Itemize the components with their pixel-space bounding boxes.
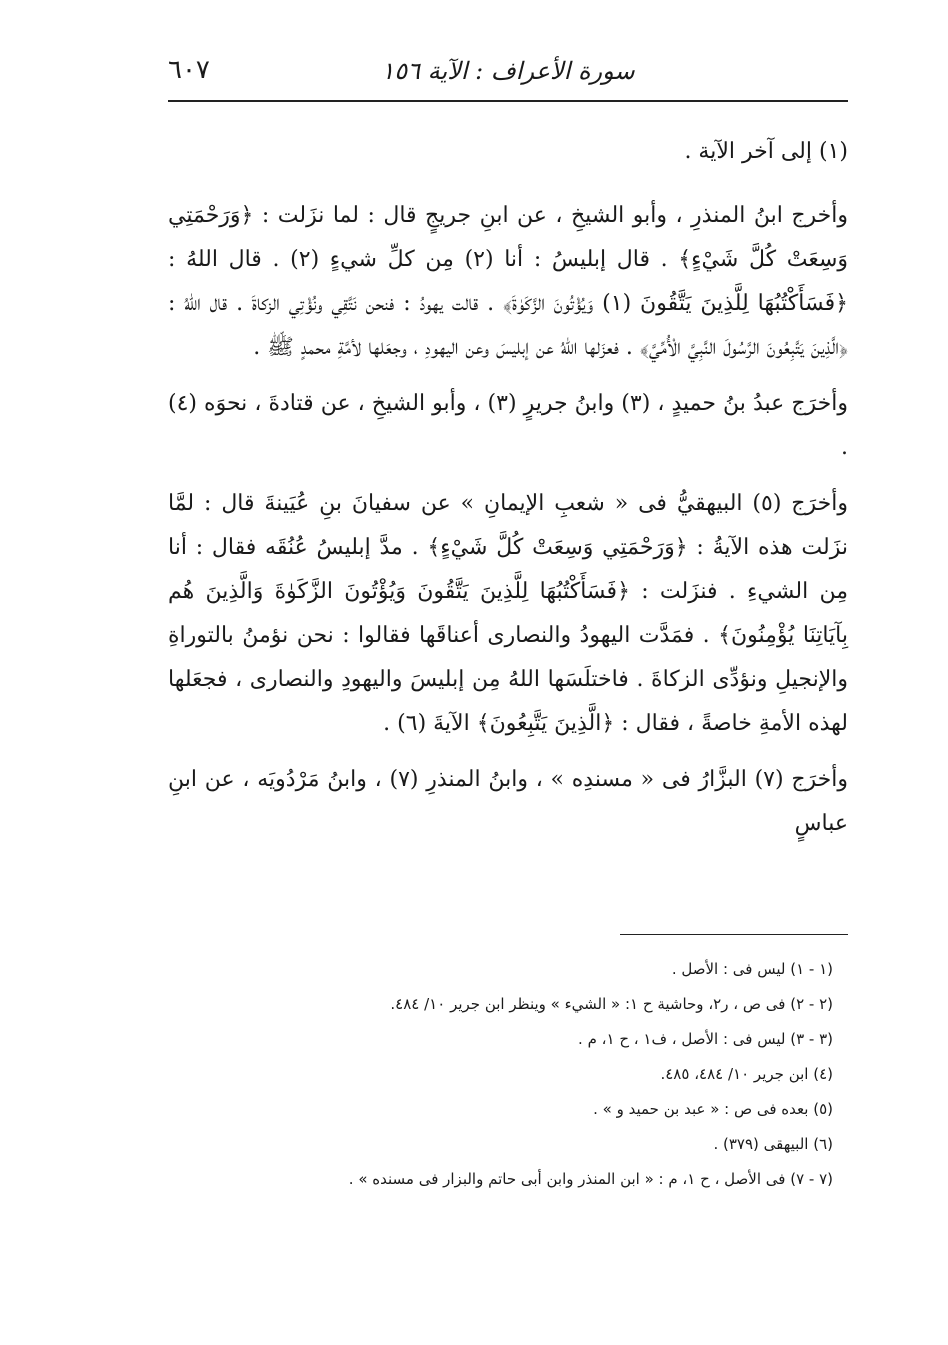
footnotes [168,952,833,1197]
footnote-6: (٦) البيهقى (٣٧٩) . [713,1135,833,1153]
paragraph-4: وأخرَج (٥) البيهقيُّ فى « شعبِ الإيمانِ » عن سفيانَ بنِ عُيَينةَ قال : لمَّا نزَلت هذه الآيةُ : ﴿وَرَحْمَتِي وَسِعَتْ كُلَّ شَيْءٍ﴾ . مدَّ إبليسُ عُنُقَه فقال : أنا مِن الشيءِ . فنزَلت : ﴿فَسَأَكْتُبُهَا لِلَّذِينَ يَتَّقُونَ وَيُؤْتُونَ الزَّكَوٰةَ وَالَّذِينَ هُم بِآيَاتِنَا يُؤْمِنُونَ﴾ . فمَدَّت اليهودُ والنصارى أعناقَها فقالوا : نحن نؤمنُ بالتوراةِ والإنجيلِ ونؤدِّى الزكاةَ . فاختلَسَها اللهُ مِن إبليسَ واليهودِ والنصارى ، فجعَلها لهذه الأمةِ خاصةً ، فقال : ﴿الَّذِينَ يَتَّبِعُونَ﴾ الآيةَ (٦) . [168,491,848,736]
paragraph-5: وأخرَج (٧) البزَّارُ فى « مسندِه » ، وابنُ المنذرِ (٧) ، وابنُ مَرْدُويَه ، عن ابنِ عباسٍ [168,767,848,836]
footnote-3: (٣ - ٣) ليس فى : الأصل ، ف١ ، ح ١، م . [578,1030,833,1048]
paragraph-3: وأخرَج عبدُ بنُ حميدٍ ، (٣) وابنُ جريرٍ (٣) ، وأبو الشيخِ ، عن قتادةَ ، نحوَه (٤) . [168,391,848,460]
main-text [168,130,848,858]
footnote-7: (٧ - ٧) فى الأصل ، ح ١، م : « ابن المنذر وابن أبى حاتم والبزار فى مسنده » . [348,1170,833,1188]
footnote-2: (٢ - ٢) فى ص ، ر٢، وحاشية ح ١: « الشيء » وينظر ابن جرير ١٠/ ٤٨٤. [390,995,833,1013]
paragraph-1: (١) إلى آخر الآية . [684,139,848,164]
footnote-1: (١ - ١) ليس فى : الأصل . [671,960,833,978]
page-number: ٦٠٧ [168,55,210,85]
paragraph-2: وأخرج ابنُ المنذرِ ، وأبو الشيخِ ، عن ابنِ جريجٍ قال : لما نزَلت : ﴿وَرَحْمَتِي وَسِعَتْ كُلَّ شَيْءٍ﴾ . قال إبليسُ : أنا (٢) مِن كلِّ شيءٍ (٢) . قال اللهُ : ﴿فَسَأَكْتُبُهَا لِلَّذِينَ يَتَّقُونَ (١) وَيُؤْتُونَ الزَّكَوٰةَ﴾ . قالت يهودُ : فنحن نَتَّقِي ونُؤْتِي الزكاةَ . قال اللهُ : ﴿الَّذِينَ يَتَّبِعُونَ الرَّسُولَ النَّبِيَّ الْأُمِّيَّ﴾ . فعزَلها اللهُ عن إبليسَ وعن اليهودِ ، وجعَلها لأمَّةِ محمدٍ ﷺ . [168,203,849,360]
footnote-4: (٤) ابن جرير ١٠/ ٤٨٤، ٤٨٥. [660,1065,833,1083]
running-title: سورة الأعراف : الآية ١٥٦ [381,57,635,85]
footnote-5: (٥) بعده فى ص : « عبد بن حميد و » . [593,1100,833,1118]
footnote-rule [620,934,848,935]
page-header [168,55,848,95]
header-rule [168,100,848,102]
